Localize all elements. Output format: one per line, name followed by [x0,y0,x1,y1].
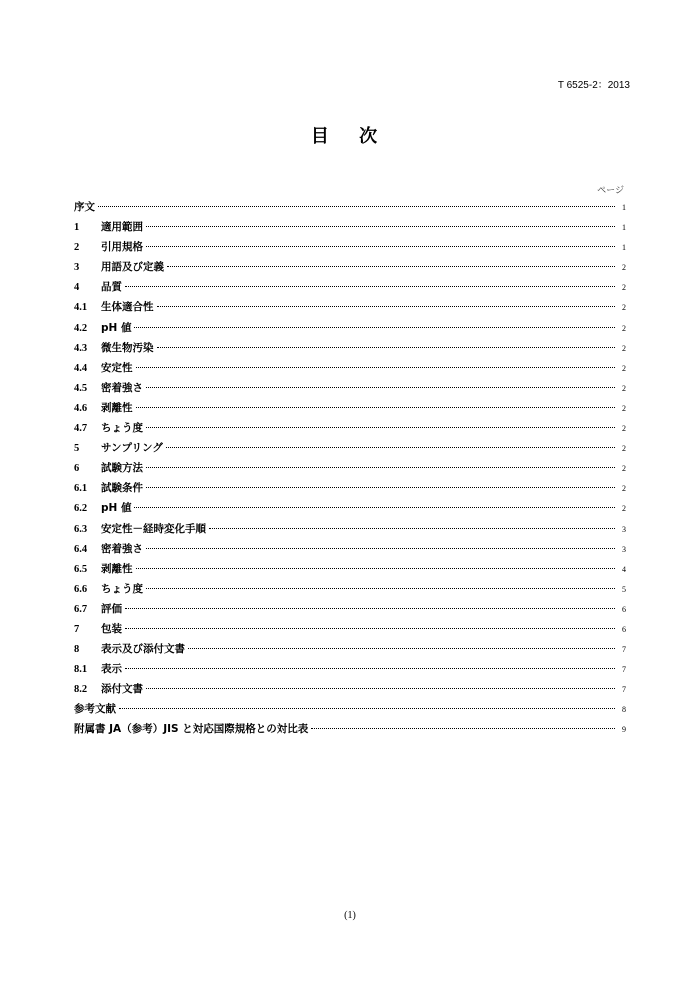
toc-entry-page: 2 [622,484,626,494]
toc-entry-page: 5 [622,584,626,594]
toc-entry[interactable] [74,420,626,440]
toc-entry-label: 微生物汚染 [101,341,154,354]
toc-entry[interactable] [74,561,626,581]
toc-entry-label: 安定性 [101,361,133,374]
toc-entry-page: 2 [622,424,626,434]
toc-entry-page: 3 [622,524,626,534]
toc-entry-label: 試験方法 [101,462,143,475]
toc-entry-label: pH 値 [101,502,132,515]
toc-entry-label: 表示及び添付文書 [101,643,185,656]
toc-entry-label: 試験条件 [101,482,143,495]
toc-entry-number: 4.2 [74,322,88,334]
toc-entry-number: 5 [74,443,80,455]
toc-entry[interactable] [74,460,626,480]
toc-entry-number: 4.7 [74,423,88,435]
toc-entry-label: 評価 [101,602,122,615]
toc-entry-label: 適用範囲 [101,221,143,234]
toc-entry[interactable] [74,340,626,360]
toc-entry-number: 6.6 [74,583,88,595]
toc-entry[interactable] [74,239,626,259]
toc-entry[interactable] [74,721,626,741]
toc-entry[interactable] [74,581,626,601]
toc-entry-page: 1 [622,243,626,253]
toc-entry[interactable] [74,219,626,239]
toc-entry-page: 7 [622,665,626,675]
toc-entry[interactable] [74,661,626,681]
dot-leader [146,226,615,227]
toc-entry-number: 6 [74,463,80,475]
toc-entry[interactable] [74,259,626,279]
toc-entry-number: 4.5 [74,382,88,394]
toc-entry-number: 3 [74,262,80,274]
toc-entry-label: 剥離性 [101,401,133,414]
dot-leader [136,407,616,408]
dot-leader [146,427,615,428]
toc-entry-label: 用語及び定義 [101,261,164,274]
toc-entry[interactable] [74,299,626,319]
toc-entry-label: 密着強さ [101,542,143,555]
toc-entry[interactable] [74,380,626,400]
toc-entry-label: 包装 [101,622,122,635]
dot-leader [125,628,615,629]
toc-entry[interactable] [74,400,626,420]
dot-leader [125,668,615,669]
dot-leader [125,608,615,609]
toc-entry-number: 6.2 [74,503,88,515]
toc-entry-number: 7 [74,623,80,635]
dot-leader [209,528,615,529]
toc-entry-number: 4.3 [74,342,88,354]
toc-entry-number: 6.5 [74,563,88,575]
toc-entry-label: 序文 [74,201,95,213]
toc-entry[interactable] [74,320,626,340]
toc-entry[interactable] [74,541,626,561]
toc-entry-label: 安定性－経時変化手順 [101,522,206,535]
toc-entry-label: 参考文献 [74,703,116,716]
toc-entry[interactable] [74,681,626,701]
dot-leader [146,467,615,468]
toc-entry-label: サンプリング [101,442,163,455]
toc-entry-number: 8.1 [74,664,88,676]
dot-leader [167,266,615,267]
toc-entry-page: 2 [622,363,626,373]
toc-entry-number: 1 [74,222,80,234]
page-column-label: ページ [597,186,624,196]
toc-entry-page: 2 [622,343,626,353]
toc-entry-page: 2 [622,403,626,413]
toc-entry-page: 2 [622,263,626,273]
toc-entry-label: 添付文書 [101,683,143,696]
toc-entry[interactable] [74,641,626,661]
toc-entry-label: 品質 [101,281,122,294]
toc-entry-page: 2 [622,504,626,514]
dot-leader [134,327,615,328]
toc-entry-page: 1 [622,223,626,233]
toc-entry-page: 4 [622,564,626,574]
toc-entry[interactable] [74,621,626,641]
dot-leader [136,367,616,368]
dot-leader [146,588,615,589]
toc-entry[interactable] [74,440,626,460]
dot-leader [146,246,615,247]
dot-leader [146,688,615,689]
toc-entry-label: 密着強さ [101,381,143,394]
toc-entry-page: 6 [622,604,626,614]
toc-entry-label: 表示 [101,663,122,676]
toc-entry[interactable] [74,500,626,520]
dot-leader [311,728,615,729]
toc-entry[interactable] [74,701,626,721]
toc-entry-page: 2 [622,283,626,293]
toc-entry-page: 2 [622,303,626,313]
toc-entry-page: 7 [622,685,626,695]
dot-leader [146,548,615,549]
toc-entry-page: 2 [622,323,626,333]
toc-entry-label: ちょう度 [101,582,143,595]
toc-entry[interactable] [74,279,626,299]
dot-leader [166,447,615,448]
toc-entry-page: 2 [622,464,626,474]
dot-leader [136,568,616,569]
toc-entry-page: 6 [622,624,626,634]
toc-entry-page: 1 [622,203,626,212]
toc-entry-page: 2 [622,383,626,393]
dot-leader [188,648,615,649]
toc-entry-number: 6.7 [74,603,88,615]
toc-entry-number: 6.4 [74,543,88,555]
toc-entry[interactable] [74,601,626,621]
toc-entry-label: pH 値 [101,321,132,334]
toc-entry[interactable] [74,199,626,219]
toc-entry-label: 剥離性 [101,562,133,575]
standard-number: T 6525-2：2013 [557,80,630,91]
toc-entry-label: 引用規格 [101,241,143,254]
page-title: 目 次 [310,126,390,147]
toc-entry-number: 8 [74,644,80,656]
toc-entry[interactable] [74,521,626,541]
toc-entry-page: 9 [622,725,626,735]
toc-entry[interactable] [74,480,626,500]
toc-entry-label: 附属書 JA（参考）JIS と対応国際規格との対比表 [74,723,309,736]
toc-entry[interactable] [74,360,626,380]
toc-entry-label: 生体適合性 [101,301,154,314]
dot-leader [157,306,616,307]
toc-entry-number: 4.4 [74,362,88,374]
toc-entry-number: 4 [74,282,80,294]
toc-entry-page: 3 [622,544,626,554]
toc-entry-number: 4.6 [74,402,88,414]
toc-entry-page: 8 [622,705,626,715]
toc-entry-number: 4.1 [74,302,88,314]
dot-leader [98,206,615,207]
toc-entry-label: ちょう度 [101,422,143,435]
table-of-contents [74,199,626,742]
footer-page-number: (1) [344,910,356,921]
dot-leader [134,507,615,508]
dot-leader [146,487,615,488]
toc-entry-page: 2 [622,444,626,454]
toc-entry-number: 8.2 [74,684,88,696]
toc-entry-number: 2 [74,242,80,254]
toc-entry-page: 7 [622,645,626,655]
dot-leader [119,708,615,709]
toc-entry-number: 6.1 [74,483,88,495]
dot-leader [125,286,615,287]
toc-entry-number: 6.3 [74,523,88,535]
dot-leader [157,347,616,348]
dot-leader [146,387,615,388]
